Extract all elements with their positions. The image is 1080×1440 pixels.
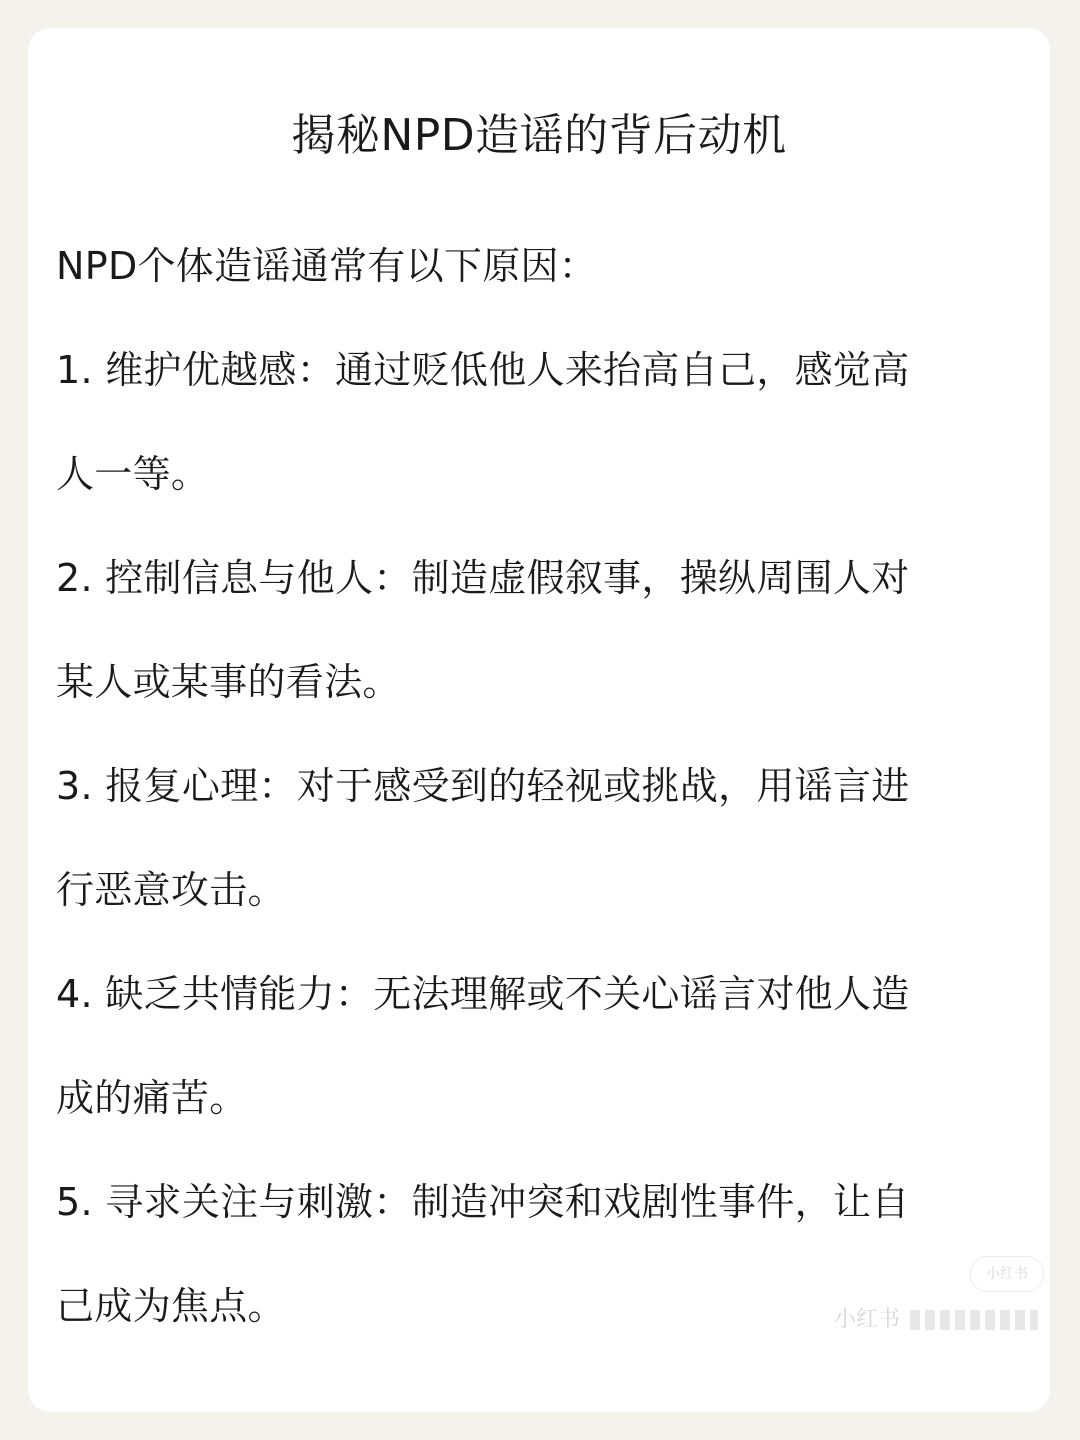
watermark-brand: 小红书	[833, 1307, 900, 1332]
reason-3-line-1: 3. 报复心理：对于感受到的轻视或挑战，用谣言进	[56, 764, 910, 808]
reason-1-line-1: 1. 维护优越感：通过贬低他人来抬高自己，感觉高	[56, 348, 910, 392]
watermark-id-bar	[910, 1310, 1038, 1330]
watermark	[834, 1302, 1038, 1333]
reason-4-line-1: 4. 缺乏共情能力：无法理解或不关心谣言对他人造	[56, 972, 910, 1016]
reason-2-line-2: 某人或某事的看法。	[56, 660, 401, 704]
reason-2-line-1: 2. 控制信息与他人：制造虚假叙事，操纵周围人对	[56, 556, 910, 600]
watermark-badge: 小红书	[970, 1256, 1044, 1292]
intro-line: NPD个体造谣通常有以下原因：	[56, 244, 598, 288]
reason-4-line-2: 成的痛苦。	[56, 1076, 248, 1120]
reason-3-line-2: 行恶意攻击。	[56, 868, 286, 912]
reason-1-line-2: 人一等。	[56, 452, 210, 496]
reason-5-line-2: 己成为焦点。	[56, 1284, 286, 1328]
page-title: 揭秘NPD造谣的背后动机	[291, 110, 787, 161]
reason-5-line-1: 5. 寻求关注与刺激：制造冲突和戏剧性事件，让自	[56, 1180, 910, 1224]
content-card	[28, 28, 1050, 1412]
